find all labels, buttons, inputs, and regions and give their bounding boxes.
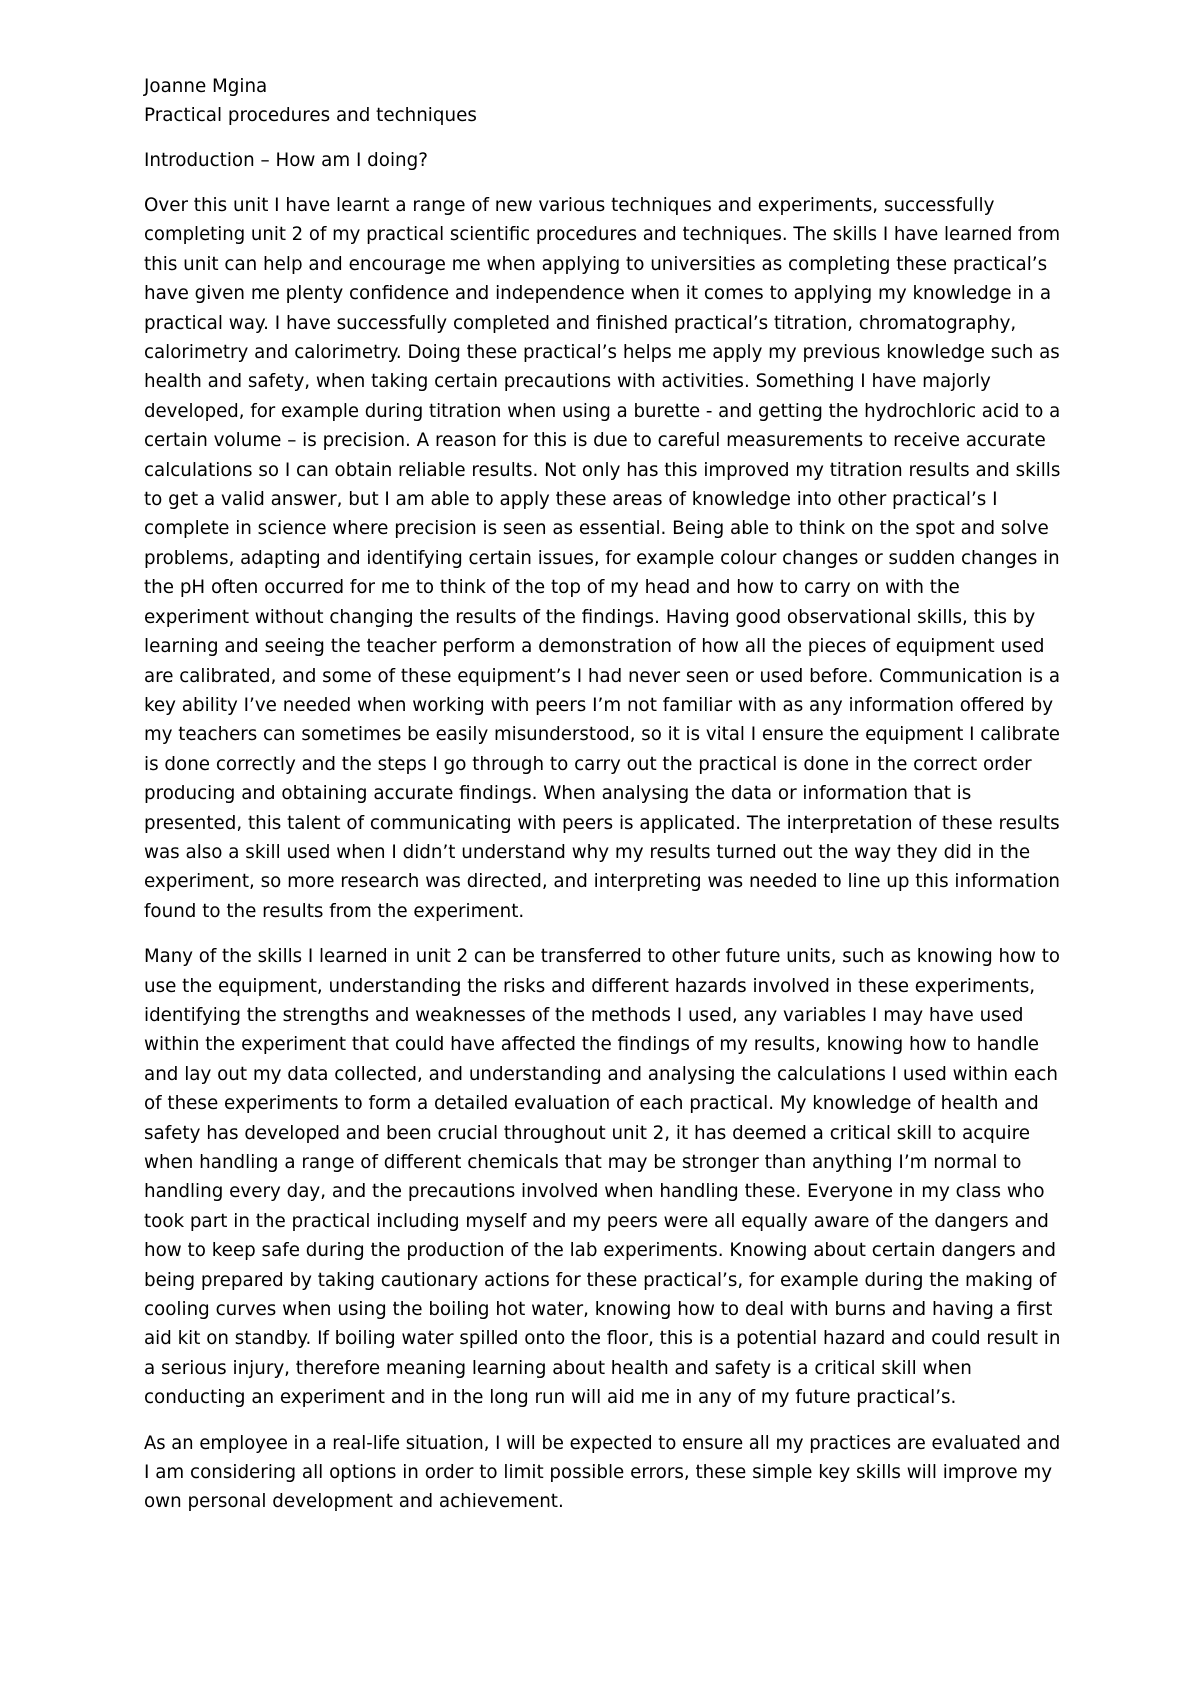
text-line: Many of the skills I learned in unit 2 can be transferred to other future units, such as knowing how to [144, 946, 1060, 968]
document-subtitle: Practical procedures and techniques [144, 105, 477, 126]
author-name: Joanne Mgina [144, 76, 268, 97]
text-line: are calibrated, and some of these equipment’s I had never seen or used before. Communication is a [144, 665, 1060, 687]
text-line: As an employee in a real-life situation, I will be expected to ensure all my practices are evaluated and [144, 1432, 1061, 1454]
text-line: Over this unit I have learnt a range of new various techniques and experiments, successfully [144, 195, 995, 216]
text-line: was also a skill used when I didn’t understand why my results turned out the way they did in the [144, 841, 1031, 863]
text-line: calorimetry and calorimetry. Doing these practical’s helps me apply my previous knowledge such as [144, 342, 1060, 364]
text-line: of these experiments to form a detailed evaluation of each practical. My knowledge of health and [144, 1093, 1039, 1115]
text-line: own personal development and achievement. [144, 1491, 564, 1513]
text-line: have given me plenty confidence and independence when it comes to applying my knowledge in a [144, 283, 1052, 305]
text-line: producing and obtaining accurate findings. When analysing the data or information that is [144, 783, 972, 805]
text-line: aid kit on standby. If boiling water spilled onto the floor, this is a potential hazard and could result in [144, 1328, 1061, 1350]
text-line: to get a valid answer, but I am able to apply these areas of knowledge into other practical’s I [144, 489, 998, 511]
text-line: how to keep safe during the production of the lab experiments. Knowing about certain dangers and [144, 1240, 1056, 1262]
text-line: identifying the strengths and weaknesses of the methods I used, any variables I may have used [144, 1004, 1024, 1026]
text-line: learning and seeing the teacher perform a demonstration of how all the pieces of equipment used [144, 636, 1045, 658]
text-line: complete in science where precision is seen as essential. Being able to think on the spot and solve [144, 518, 1049, 540]
body-paragraph [144, 191, 1060, 926]
section-heading: Introduction – How am I doing? [144, 150, 428, 171]
text-line: when handling a range of different chemicals that may be stronger than anything I’m normal to [144, 1152, 1022, 1173]
text-line: and lay out my data collected, and understanding and analysing the calculations I used within each [144, 1063, 1058, 1085]
body-paragraph [144, 1429, 1060, 1517]
body-text [144, 191, 1060, 1517]
text-line: certain volume – is precision. A reason for this is due to careful measurements to receive accurate [144, 430, 1046, 452]
text-line: developed, for example during titration when using a burette - and getting the hydrochloric acid to a [144, 400, 1061, 422]
text-line: the pH often occurred for me to think of the top of my head and how to carry on with the [144, 577, 960, 599]
text-line: experiment without changing the results of the findings. Having good observational skills, this by [144, 606, 1036, 628]
text-line: my teachers can sometimes be easily misunderstood, so it is vital I ensure the equipment I calibrate [144, 724, 1060, 746]
text-line: completing unit 2 of my practical scientific procedures and techniques. The skills I have learned from [144, 224, 1061, 246]
document-page [144, 72, 1060, 1517]
text-line: use the equipment, understanding the risks and different hazards involved in these experiments, [144, 975, 1036, 997]
text-line: calculations so I can obtain reliable results. Not only has this improved my titration results and skills [144, 459, 1061, 481]
text-line: safety has developed and been crucial throughout unit 2, it has deemed a critical skill to acquire [144, 1122, 1030, 1144]
text-line: this unit can help and encourage me when applying to universities as completing these practical’s [144, 253, 1048, 275]
text-line: experiment, so more research was directed, and interpreting was needed to line up this information [144, 871, 1060, 893]
text-line: presented, this talent of communicating with peers is applicated. The interpretation of these results [144, 812, 1060, 834]
text-line: conducting an experiment and in the long run will aid me in any of my future practical’s. [144, 1387, 957, 1409]
text-line: within the experiment that could have affected the findings of my results, knowing how to handle [144, 1034, 1039, 1056]
text-line: took part in the practical including myself and my peers were all equally aware of the dangers and [144, 1210, 1049, 1232]
text-line: being prepared by taking cautionary actions for these practical’s, for example during the making of [144, 1269, 1057, 1291]
text-line: health and safety, when taking certain precautions with activities. Something I have majorly [144, 371, 991, 393]
text-line: key ability I’ve needed when working with peers I’m not familiar with as any information offered by [144, 694, 1054, 716]
text-line: a serious injury, therefore meaning learning about health and safety is a critical skill when [144, 1357, 972, 1379]
text-line: cooling curves when using the boiling hot water, knowing how to deal with burns and having a first [144, 1299, 1053, 1321]
text-line: is done correctly and the steps I go through to carry out the practical is done in the correct order [144, 753, 1032, 775]
text-line: handling every day, and the precautions involved when handling these. Everyone in my class who [144, 1181, 1045, 1203]
text-line: I am considering all options in order to limit possible errors, these simple key skills will improve my [144, 1462, 1053, 1484]
text-line: problems, adapting and identifying certain issues, for example colour changes or sudden changes in [144, 547, 1060, 569]
text-line: found to the results from the experiment. [144, 900, 525, 922]
body-paragraph [144, 942, 1060, 1413]
text-line: practical way. I have successfully completed and finished practical’s titration, chromatography, [144, 312, 1017, 334]
